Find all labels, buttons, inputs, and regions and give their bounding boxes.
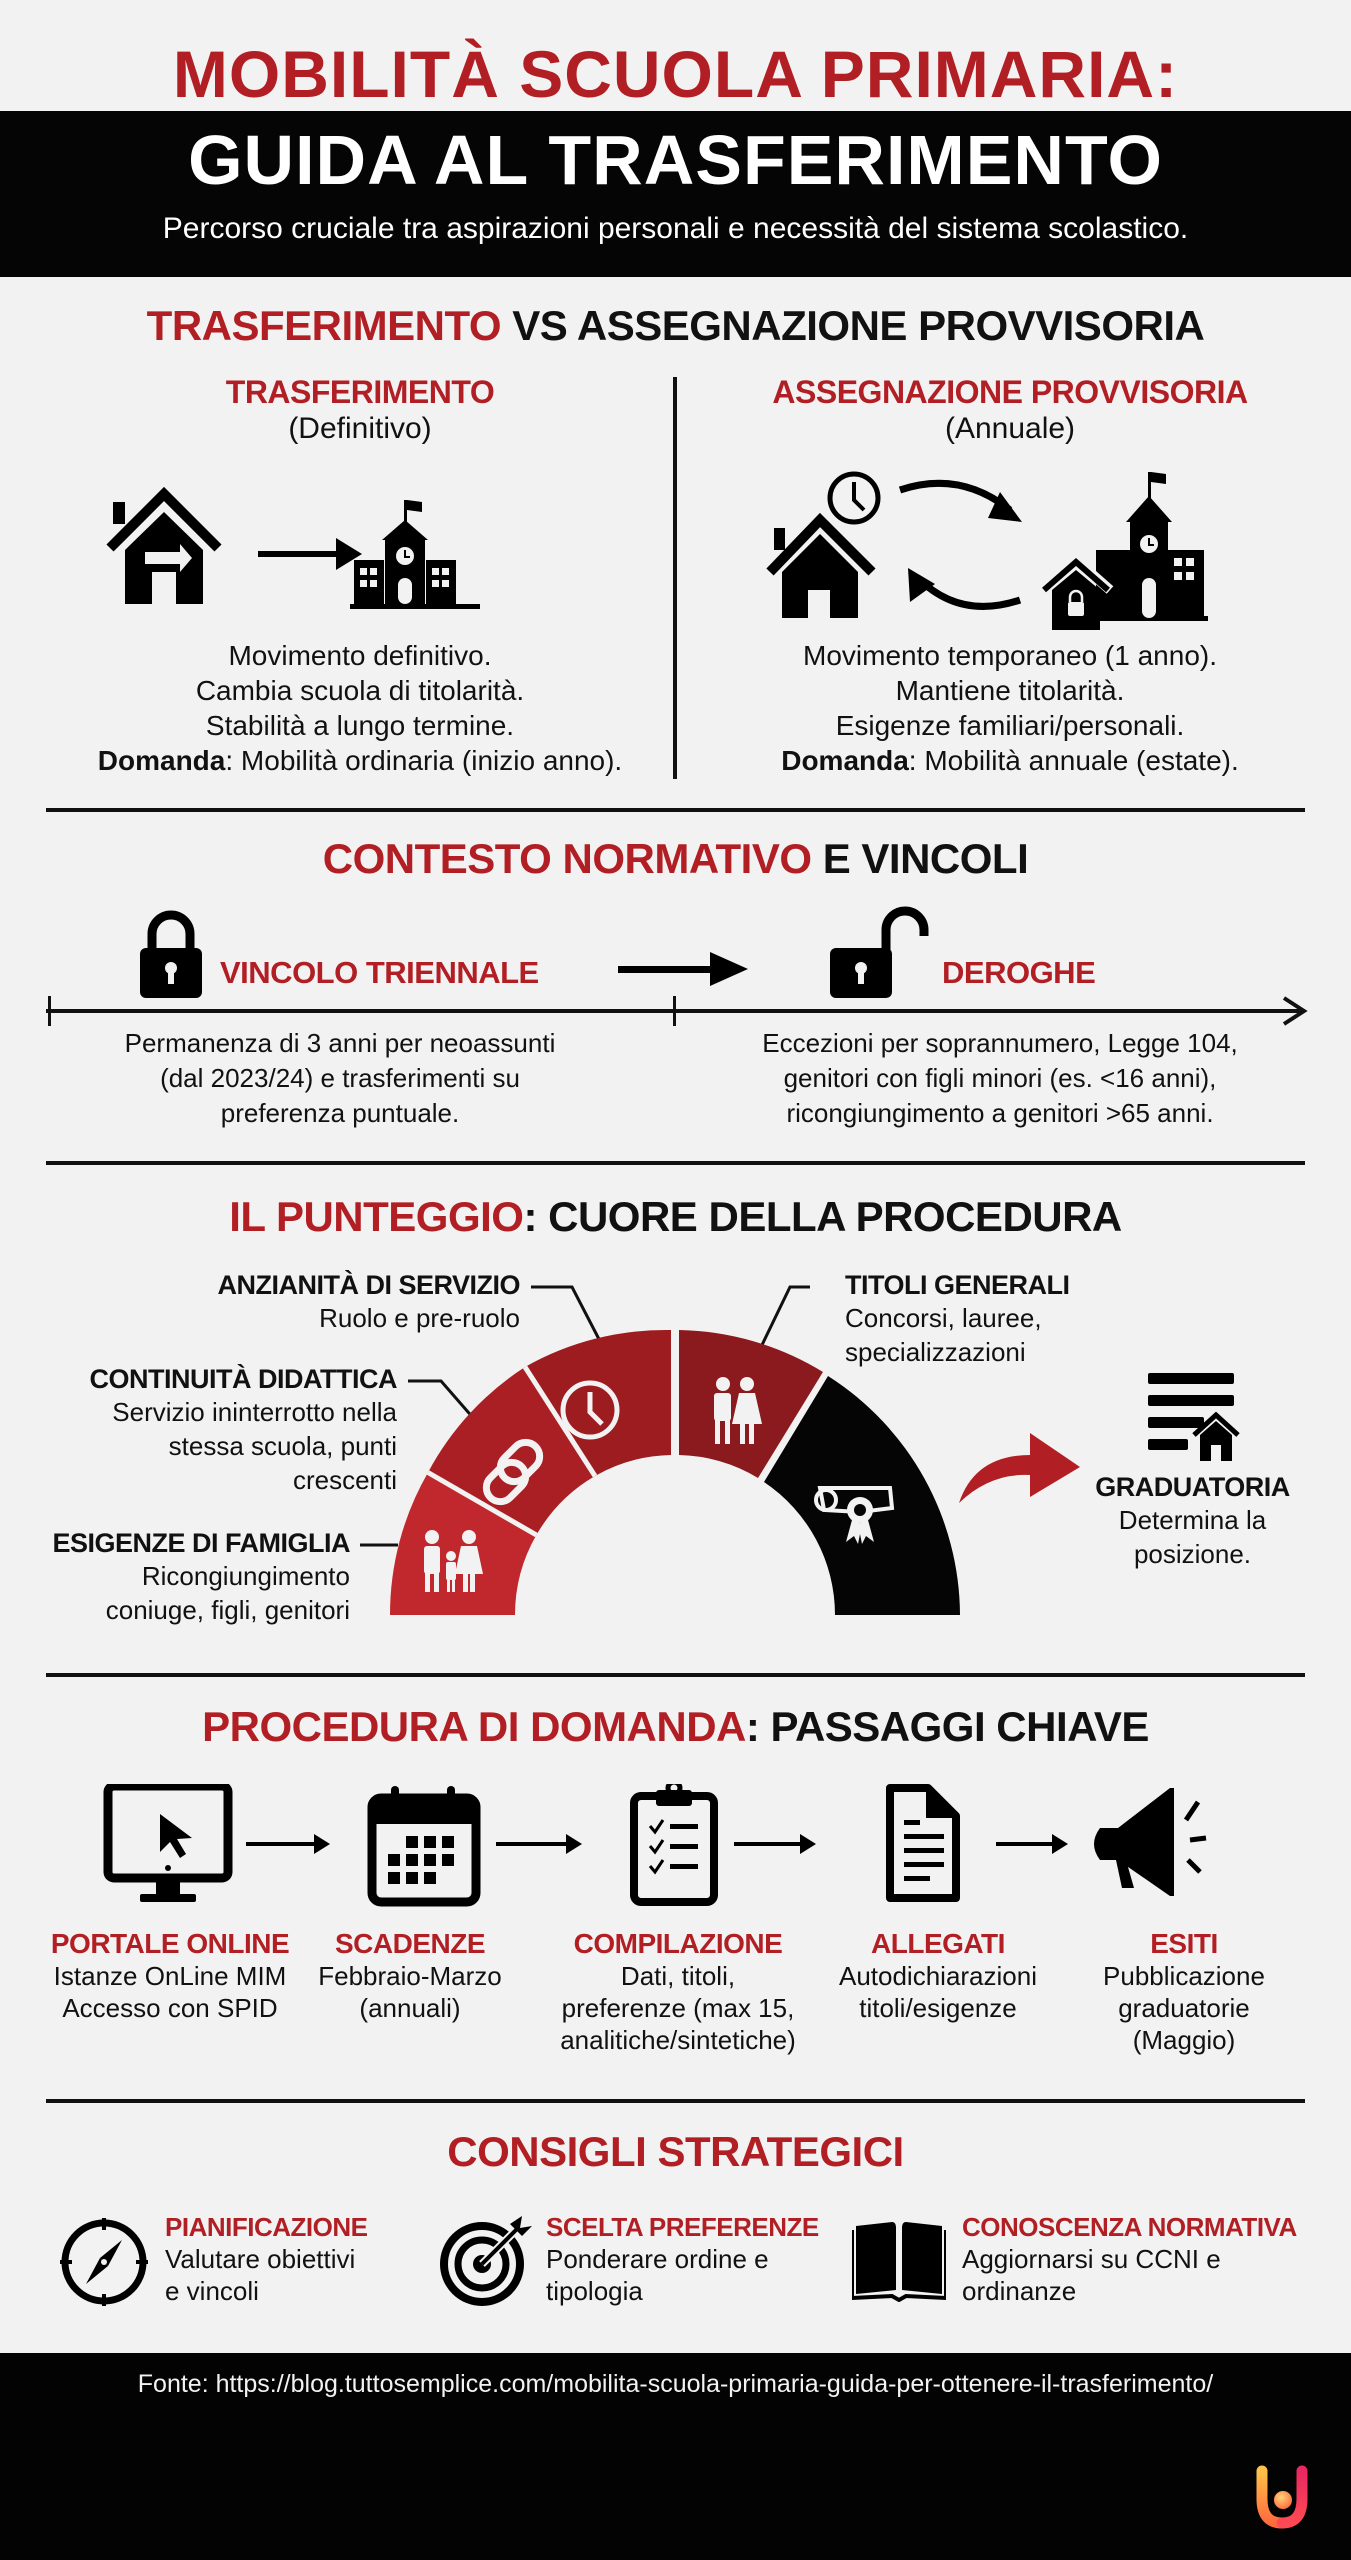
source-link[interactable]: Fonte: https://blog.tuttosemplice.com/mobilita-scuola-primaria-guida-per-ottenere-il-trasferimento/ [137,2370,1214,2398]
cycle-arrows-icon [900,483,1022,606]
section-divider [46,1161,1305,1165]
assegnazione-title: ASSEGNAZIONE PROVVISORIA [772,374,1248,410]
tip-scelta-preferenze: SCELTA PREFERENZE Ponderare ordine e tipologia [546,2212,819,2306]
monitor-cursor-icon [108,1786,228,1902]
house-to-school-illustration [100,480,590,620]
school-icon [350,500,480,609]
factor-titoli: TITOLI GENERALI Concorsi, lauree, specializzazioni [845,1270,1070,1367]
section-divider [46,1673,1305,1677]
procedure-section-title: PROCEDURA DI DOMANDA: PASSAGGI CHIAVE [202,1703,1149,1750]
vincolo-triennale-description: Permanenza di 3 anni per neoassunti (dal 2023/24) e trasferimenti su preferenza puntuale. [124,1028,556,1128]
arrow-right-icon [996,1834,1068,1854]
timeline-axis [46,994,1308,1028]
ranking-list-house-icon [1148,1373,1240,1463]
target-icon [438,2214,534,2308]
vertical-divider [673,377,677,779]
factor-continuita: CONTINUITÀ DIDATTICA Servizio ininterrotto nella stessa scuola, punti crescenti [89,1364,397,1495]
step-portale-online: PORTALE ONLINE Istanze OnLine MIM Accesso con SPID [50,1928,290,2023]
arrow-right-icon [618,950,748,990]
arrow-right-icon [246,1834,330,1854]
section-divider [46,2099,1305,2103]
step-scadenze: SCADENZE Febbraio-Marzo (annuali) [318,1928,502,2023]
graduatoria-result: GRADUATORIA Determina la posizione. [1095,1472,1290,1569]
padlock-open-icon [828,904,932,1000]
tips-section-title: CONSIGLI STRATEGICI [447,2128,904,2175]
house-school-cycle-illustration [760,460,1260,630]
scoring-section-title: IL PUNTEGGIO: CUORE DELLA PROCEDURA [229,1193,1122,1240]
document-icon [890,1788,956,1898]
open-book-icon [852,2220,946,2302]
vincolo-triennale-label: VINCOLO TRIENNALE [220,955,539,990]
clipboard-checklist-icon [634,1784,714,1902]
calendar-icon [372,1786,476,1902]
assegnazione-description: Movimento temporaneo (1 anno). Mantiene titolarità. Esigenze familiari/personali. Domanda: Mobilità annuale (estate). [781,640,1239,776]
trasferimento-subtitle: (Definitivo) [288,412,432,445]
tip-pianificazione: PIANIFICAZIONE Valutare obiettivi e vincoli [165,2212,368,2306]
curved-arrow-icon [955,1425,1085,1505]
assegnazione-subtitle: (Annuale) [944,412,1076,445]
title-line-1: MOBILITÀ SCUOLA PRIMARIA: [172,37,1179,111]
arrow-right-icon [258,538,362,570]
step-compilazione: COMPILAZIONE Dati, titoli, preferenze (max 15, analitiche/sintetiche) [560,1928,796,2055]
trasferimento-description: Movimento definitivo. Cambia scuola di titolarità. Stabilità a lungo termine. Domanda: Mobilità ordinaria (inizio anno). [97,640,623,776]
header-subtitle: Percorso cruciale tra aspirazioni personali e necessità del sistema scolastico. [162,212,1189,245]
title-line-2: GUIDA AL TRASFERIMENTO [188,121,1163,199]
padlock-closed-icon [134,908,208,1000]
compass-icon [58,2216,150,2308]
deroghe-label: DEROGHE [942,955,1096,990]
tuttosemplice-logo-icon [1252,2465,1312,2531]
house-exit-icon [110,494,218,604]
arrow-right-icon [496,1834,582,1854]
section-divider [46,808,1305,812]
megaphone-icon [1094,1788,1206,1896]
step-esiti: ESITI Pubblicazione graduatorie (Maggio) [1103,1928,1265,2055]
trasferimento-title: TRASFERIMENTO [225,374,495,410]
step-allegati: ALLEGATI Autodichiarazioni titoli/esigenze [838,1928,1037,2023]
deroghe-description: Eccezioni per soprannumero, Legge 104, genitori con figli minori (es. <16 anni), ricongiungimento a genitori >65 anni. [762,1028,1238,1128]
arrow-right-icon [734,1834,816,1854]
factor-anzianita: ANZIANITÀ DI SERVIZIO Ruolo e pre-ruolo [217,1270,520,1333]
tip-conoscenza-normativa: CONOSCENZA NORMATIVA Aggiornarsi su CCNI e ordinanze [962,2212,1297,2306]
normative-section-title: CONTESTO NORMATIVO E VINCOLI [322,835,1029,882]
comparison-section-title: TRASFERIMENTO VS ASSEGNAZIONE PROVVISORIA [146,302,1205,349]
house-clock-icon [770,474,878,618]
factor-famiglia: ESIGENZE DI FAMIGLIA Ricongiungimento coniuge, figli, genitori [52,1528,350,1625]
school-locked-house-icon [1042,472,1208,630]
procedure-steps-icons [100,1784,1260,1910]
